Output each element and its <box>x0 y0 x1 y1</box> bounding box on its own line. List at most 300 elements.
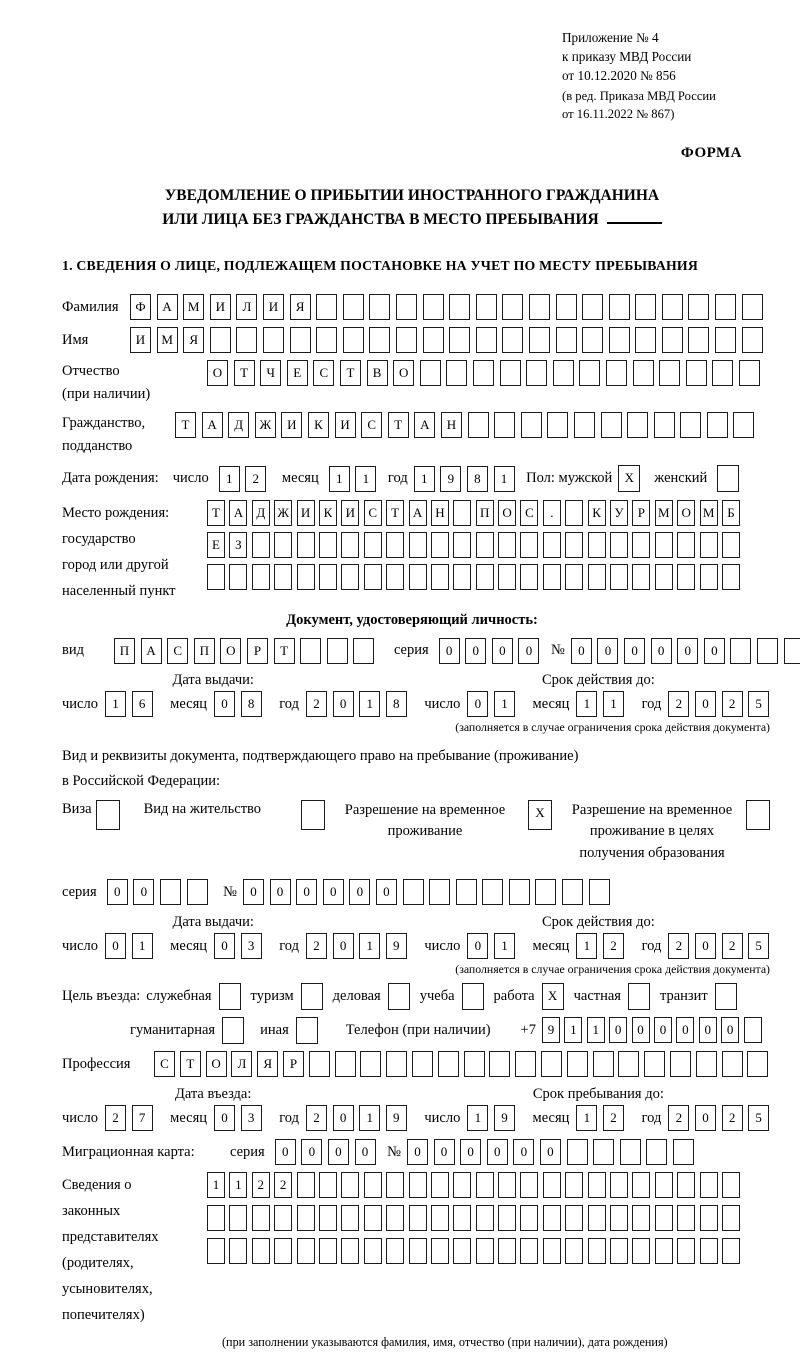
character-cell[interactable]: 1 <box>359 691 380 717</box>
purpose-humanitarian-checkbox[interactable] <box>222 1017 244 1044</box>
character-cell[interactable] <box>567 1139 588 1165</box>
character-cell[interactable] <box>562 879 583 905</box>
character-cell[interactable] <box>722 1172 740 1198</box>
character-cell[interactable] <box>588 532 606 558</box>
character-cell[interactable] <box>609 327 630 353</box>
residence-number-cells[interactable] <box>243 879 615 905</box>
character-cell[interactable]: 3 <box>241 1105 262 1131</box>
character-cell[interactable] <box>673 1139 694 1165</box>
character-cell[interactable] <box>515 1051 536 1077</box>
character-cell[interactable] <box>742 327 763 353</box>
character-cell[interactable]: П <box>476 500 494 526</box>
character-cell[interactable] <box>263 327 284 353</box>
character-cell[interactable] <box>565 1205 583 1231</box>
character-cell[interactable] <box>431 532 449 558</box>
character-cell[interactable] <box>236 327 257 353</box>
character-cell[interactable] <box>565 1172 583 1198</box>
character-cell[interactable]: 1 <box>229 1172 247 1198</box>
character-cell[interactable] <box>632 532 650 558</box>
residence-expiry-year-cells[interactable] <box>668 933 774 959</box>
character-cell[interactable] <box>521 412 542 438</box>
character-cell[interactable]: О <box>677 500 695 526</box>
character-cell[interactable]: С <box>361 412 382 438</box>
character-cell[interactable] <box>529 294 550 320</box>
character-cell[interactable] <box>677 1238 695 1264</box>
character-cell[interactable] <box>588 1205 606 1231</box>
character-cell[interactable] <box>252 532 270 558</box>
character-cell[interactable] <box>482 879 503 905</box>
character-cell[interactable]: С <box>313 360 334 386</box>
character-cell[interactable]: 0 <box>721 1017 739 1043</box>
character-cell[interactable]: Л <box>236 294 257 320</box>
character-cell[interactable]: 2 <box>668 691 689 717</box>
character-cell[interactable]: В <box>367 360 388 386</box>
character-cell[interactable] <box>646 1139 667 1165</box>
citizenship-cells[interactable] <box>175 412 760 438</box>
character-cell[interactable] <box>529 327 550 353</box>
character-cell[interactable] <box>423 327 444 353</box>
doc-series-cells[interactable] <box>439 638 545 664</box>
character-cell[interactable] <box>476 1238 494 1264</box>
character-cell[interactable]: 5 <box>748 1105 769 1131</box>
character-cell[interactable] <box>386 1172 404 1198</box>
character-cell[interactable] <box>449 327 470 353</box>
character-cell[interactable] <box>535 879 556 905</box>
character-cell[interactable]: 1 <box>219 466 240 492</box>
character-cell[interactable]: 9 <box>386 1105 407 1131</box>
character-cell[interactable] <box>582 327 603 353</box>
character-cell[interactable] <box>453 500 471 526</box>
character-cell[interactable]: Е <box>207 532 225 558</box>
character-cell[interactable] <box>700 1172 718 1198</box>
character-cell[interactable] <box>526 360 547 386</box>
character-cell[interactable] <box>360 1051 381 1077</box>
character-cell[interactable]: Т <box>234 360 255 386</box>
stay-month-cells[interactable] <box>576 1105 629 1131</box>
character-cell[interactable] <box>715 983 737 1010</box>
character-cell[interactable] <box>453 564 471 590</box>
character-cell[interactable] <box>688 294 709 320</box>
character-cell[interactable] <box>274 532 292 558</box>
character-cell[interactable] <box>498 1172 516 1198</box>
character-cell[interactable]: 0 <box>632 1017 650 1043</box>
character-cell[interactable]: А <box>409 500 427 526</box>
character-cell[interactable]: 0 <box>439 638 460 664</box>
character-cell[interactable] <box>628 983 650 1010</box>
character-cell[interactable]: 0 <box>654 1017 672 1043</box>
surname-cells[interactable] <box>130 294 768 320</box>
character-cell[interactable] <box>543 1238 561 1264</box>
stay-year-cells[interactable] <box>668 1105 774 1131</box>
character-cell[interactable] <box>297 1205 315 1231</box>
character-cell[interactable]: 1 <box>132 933 153 959</box>
character-cell[interactable]: 0 <box>328 1139 349 1165</box>
character-cell[interactable]: 1 <box>494 466 515 492</box>
character-cell[interactable] <box>593 1051 614 1077</box>
character-cell[interactable]: 8 <box>467 466 488 492</box>
character-cell[interactable]: К <box>319 500 337 526</box>
character-cell[interactable] <box>462 983 484 1010</box>
character-cell[interactable] <box>742 294 763 320</box>
character-cell[interactable] <box>498 532 516 558</box>
character-cell[interactable] <box>464 1051 485 1077</box>
temp-permit-checkbox[interactable] <box>528 800 552 830</box>
character-cell[interactable]: Д <box>252 500 270 526</box>
birth-place-row1-cells[interactable] <box>207 500 744 526</box>
character-cell[interactable] <box>187 879 208 905</box>
character-cell[interactable]: 2 <box>603 1105 624 1131</box>
character-cell[interactable] <box>396 294 417 320</box>
character-cell[interactable]: О <box>393 360 414 386</box>
character-cell[interactable]: 2 <box>274 1172 292 1198</box>
character-cell[interactable]: 2 <box>668 933 689 959</box>
birth-month-cells[interactable] <box>329 466 382 492</box>
guardians-row1-cells[interactable] <box>207 1172 744 1198</box>
character-cell[interactable] <box>700 532 718 558</box>
character-cell[interactable]: 6 <box>132 691 153 717</box>
character-cell[interactable] <box>341 532 359 558</box>
character-cell[interactable] <box>500 360 521 386</box>
character-cell[interactable] <box>722 1205 740 1231</box>
character-cell[interactable] <box>327 638 348 664</box>
purpose-official-checkbox[interactable] <box>219 983 241 1010</box>
character-cell[interactable]: Ж <box>255 412 276 438</box>
character-cell[interactable]: Е <box>287 360 308 386</box>
character-cell[interactable] <box>746 800 770 830</box>
character-cell[interactable] <box>715 294 736 320</box>
character-cell[interactable]: 0 <box>214 933 235 959</box>
purpose-commercial-checkbox[interactable] <box>388 983 410 1010</box>
character-cell[interactable]: 0 <box>518 638 539 664</box>
character-cell[interactable] <box>438 1051 459 1077</box>
character-cell[interactable]: 0 <box>695 933 716 959</box>
character-cell[interactable]: А <box>141 638 162 664</box>
character-cell[interactable] <box>589 879 610 905</box>
character-cell[interactable] <box>498 564 516 590</box>
character-cell[interactable] <box>543 1205 561 1231</box>
character-cell[interactable] <box>700 1205 718 1231</box>
residence-series-cells[interactable] <box>107 879 213 905</box>
character-cell[interactable] <box>96 800 120 830</box>
character-cell[interactable]: 0 <box>107 879 128 905</box>
character-cell[interactable] <box>520 564 538 590</box>
character-cell[interactable]: . <box>543 500 561 526</box>
character-cell[interactable]: Т <box>175 412 196 438</box>
character-cell[interactable]: 0 <box>105 933 126 959</box>
character-cell[interactable]: 1 <box>494 933 515 959</box>
character-cell[interactable] <box>686 360 707 386</box>
character-cell[interactable] <box>219 983 241 1010</box>
character-cell[interactable] <box>610 1238 628 1264</box>
character-cell[interactable]: 1 <box>564 1017 582 1043</box>
character-cell[interactable]: Р <box>247 638 268 664</box>
character-cell[interactable]: А <box>229 500 247 526</box>
character-cell[interactable] <box>670 1051 691 1077</box>
character-cell[interactable]: 2 <box>105 1105 126 1131</box>
guardians-row3-cells[interactable] <box>207 1238 744 1264</box>
character-cell[interactable]: X <box>618 465 640 492</box>
character-cell[interactable] <box>476 294 497 320</box>
character-cell[interactable]: Т <box>386 500 404 526</box>
character-cell[interactable]: А <box>202 412 223 438</box>
character-cell[interactable]: 8 <box>386 691 407 717</box>
character-cell[interactable] <box>722 532 740 558</box>
character-cell[interactable] <box>446 360 467 386</box>
character-cell[interactable]: 0 <box>492 638 513 664</box>
phone-cells[interactable] <box>542 1017 766 1043</box>
character-cell[interactable]: И <box>341 500 359 526</box>
character-cell[interactable] <box>386 564 404 590</box>
identity-issue-year-cells[interactable] <box>306 691 412 717</box>
identity-issue-month-cells[interactable] <box>214 691 267 717</box>
character-cell[interactable]: 0 <box>376 879 397 905</box>
character-cell[interactable] <box>229 1205 247 1231</box>
character-cell[interactable]: 0 <box>699 1017 717 1043</box>
character-cell[interactable] <box>409 1172 427 1198</box>
character-cell[interactable]: 8 <box>241 691 262 717</box>
character-cell[interactable] <box>632 1205 650 1231</box>
character-cell[interactable]: О <box>498 500 516 526</box>
character-cell[interactable] <box>319 1238 337 1264</box>
identity-expiry-year-cells[interactable] <box>668 691 774 717</box>
character-cell[interactable] <box>335 1051 356 1077</box>
character-cell[interactable] <box>476 327 497 353</box>
character-cell[interactable] <box>588 1238 606 1264</box>
character-cell[interactable]: 1 <box>576 933 597 959</box>
character-cell[interactable] <box>547 412 568 438</box>
character-cell[interactable] <box>274 1238 292 1264</box>
character-cell[interactable] <box>579 360 600 386</box>
character-cell[interactable]: 0 <box>214 691 235 717</box>
character-cell[interactable] <box>409 1238 427 1264</box>
character-cell[interactable] <box>635 294 656 320</box>
character-cell[interactable] <box>601 412 622 438</box>
character-cell[interactable] <box>565 500 583 526</box>
character-cell[interactable] <box>747 1051 768 1077</box>
character-cell[interactable]: 5 <box>748 933 769 959</box>
character-cell[interactable] <box>343 294 364 320</box>
character-cell[interactable]: 2 <box>722 1105 743 1131</box>
profession-cells[interactable] <box>154 1051 773 1077</box>
character-cell[interactable]: 0 <box>333 1105 354 1131</box>
character-cell[interactable]: 1 <box>207 1172 225 1198</box>
character-cell[interactable]: 1 <box>587 1017 605 1043</box>
character-cell[interactable] <box>744 1017 762 1043</box>
entry-year-cells[interactable] <box>306 1105 412 1131</box>
purpose-work-checkbox[interactable] <box>542 983 564 1010</box>
character-cell[interactable] <box>341 1172 359 1198</box>
doc-number-cells[interactable] <box>571 638 800 664</box>
character-cell[interactable]: П <box>194 638 215 664</box>
character-cell[interactable] <box>582 294 603 320</box>
character-cell[interactable] <box>655 1238 673 1264</box>
character-cell[interactable]: И <box>210 294 231 320</box>
character-cell[interactable] <box>677 1205 695 1231</box>
character-cell[interactable]: 0 <box>323 879 344 905</box>
character-cell[interactable] <box>543 564 561 590</box>
character-cell[interactable] <box>316 294 337 320</box>
birth-year-cells[interactable] <box>414 466 520 492</box>
character-cell[interactable] <box>610 532 628 558</box>
character-cell[interactable] <box>677 564 695 590</box>
character-cell[interactable]: М <box>183 294 204 320</box>
character-cell[interactable] <box>635 327 656 353</box>
character-cell[interactable]: 2 <box>603 933 624 959</box>
character-cell[interactable]: 9 <box>440 466 461 492</box>
birth-day-cells[interactable] <box>219 466 272 492</box>
character-cell[interactable]: 0 <box>270 879 291 905</box>
character-cell[interactable] <box>476 532 494 558</box>
purpose-transit-checkbox[interactable] <box>715 983 737 1010</box>
character-cell[interactable]: 0 <box>296 879 317 905</box>
character-cell[interactable]: 0 <box>355 1139 376 1165</box>
character-cell[interactable]: Т <box>388 412 409 438</box>
character-cell[interactable] <box>610 1205 628 1231</box>
character-cell[interactable] <box>717 465 739 492</box>
character-cell[interactable] <box>722 564 740 590</box>
character-cell[interactable] <box>627 412 648 438</box>
character-cell[interactable] <box>618 1051 639 1077</box>
character-cell[interactable]: М <box>655 500 673 526</box>
character-cell[interactable]: 0 <box>695 691 716 717</box>
character-cell[interactable]: Ч <box>260 360 281 386</box>
character-cell[interactable]: 0 <box>597 638 618 664</box>
character-cell[interactable]: 2 <box>252 1172 270 1198</box>
character-cell[interactable] <box>252 1238 270 1264</box>
character-cell[interactable] <box>722 1051 743 1077</box>
residence-issue-month-cells[interactable] <box>214 933 267 959</box>
character-cell[interactable]: 0 <box>695 1105 716 1131</box>
character-cell[interactable] <box>429 879 450 905</box>
character-cell[interactable]: К <box>588 500 606 526</box>
character-cell[interactable] <box>409 532 427 558</box>
character-cell[interactable] <box>431 1205 449 1231</box>
visa-checkbox[interactable] <box>96 800 120 830</box>
character-cell[interactable] <box>449 294 470 320</box>
character-cell[interactable]: 0 <box>349 879 370 905</box>
character-cell[interactable] <box>494 412 515 438</box>
character-cell[interactable] <box>606 360 627 386</box>
character-cell[interactable]: Н <box>441 412 462 438</box>
stay-day-cells[interactable] <box>467 1105 520 1131</box>
character-cell[interactable]: 0 <box>467 933 488 959</box>
character-cell[interactable]: Т <box>340 360 361 386</box>
character-cell[interactable] <box>396 327 417 353</box>
character-cell[interactable] <box>489 1051 510 1077</box>
character-cell[interactable]: 2 <box>722 691 743 717</box>
character-cell[interactable] <box>520 1172 538 1198</box>
character-cell[interactable]: 0 <box>301 1139 322 1165</box>
character-cell[interactable]: У <box>610 500 628 526</box>
character-cell[interactable]: Т <box>180 1051 201 1077</box>
character-cell[interactable] <box>541 1051 562 1077</box>
character-cell[interactable] <box>423 294 444 320</box>
character-cell[interactable] <box>543 532 561 558</box>
character-cell[interactable] <box>297 1238 315 1264</box>
character-cell[interactable] <box>509 879 530 905</box>
identity-issue-day-cells[interactable] <box>105 691 158 717</box>
character-cell[interactable]: М <box>700 500 718 526</box>
character-cell[interactable] <box>588 564 606 590</box>
character-cell[interactable]: С <box>364 500 382 526</box>
character-cell[interactable] <box>386 532 404 558</box>
character-cell[interactable] <box>610 1172 628 1198</box>
character-cell[interactable] <box>655 564 673 590</box>
sex-female-checkbox[interactable] <box>717 465 739 492</box>
character-cell[interactable]: 0 <box>487 1139 508 1165</box>
character-cell[interactable]: 0 <box>133 879 154 905</box>
character-cell[interactable] <box>677 1172 695 1198</box>
character-cell[interactable] <box>520 532 538 558</box>
patronymic-cells[interactable] <box>207 360 765 386</box>
character-cell[interactable] <box>556 294 577 320</box>
character-cell[interactable]: Д <box>228 412 249 438</box>
character-cell[interactable]: А <box>157 294 178 320</box>
character-cell[interactable] <box>593 1139 614 1165</box>
character-cell[interactable] <box>453 1172 471 1198</box>
character-cell[interactable]: О <box>206 1051 227 1077</box>
character-cell[interactable] <box>296 1017 318 1044</box>
character-cell[interactable] <box>662 327 683 353</box>
character-cell[interactable]: 0 <box>214 1105 235 1131</box>
character-cell[interactable]: 2 <box>306 1105 327 1131</box>
character-cell[interactable] <box>700 1238 718 1264</box>
character-cell[interactable]: И <box>297 500 315 526</box>
character-cell[interactable] <box>620 1139 641 1165</box>
character-cell[interactable]: 0 <box>275 1139 296 1165</box>
purpose-study-checkbox[interactable] <box>462 983 484 1010</box>
firstname-cells[interactable] <box>130 327 768 353</box>
character-cell[interactable]: 1 <box>494 691 515 717</box>
character-cell[interactable] <box>662 294 683 320</box>
identity-expiry-month-cells[interactable] <box>576 691 629 717</box>
character-cell[interactable]: 1 <box>576 691 597 717</box>
character-cell[interactable] <box>364 564 382 590</box>
character-cell[interactable] <box>632 1172 650 1198</box>
character-cell[interactable] <box>252 564 270 590</box>
character-cell[interactable]: 2 <box>306 933 327 959</box>
character-cell[interactable] <box>341 564 359 590</box>
character-cell[interactable] <box>556 327 577 353</box>
character-cell[interactable]: О <box>207 360 228 386</box>
character-cell[interactable]: 0 <box>609 1017 627 1043</box>
character-cell[interactable] <box>210 327 231 353</box>
character-cell[interactable] <box>712 360 733 386</box>
character-cell[interactable] <box>297 1172 315 1198</box>
character-cell[interactable] <box>543 1172 561 1198</box>
character-cell[interactable]: 0 <box>467 691 488 717</box>
character-cell[interactable] <box>309 1051 330 1077</box>
character-cell[interactable] <box>409 564 427 590</box>
character-cell[interactable]: Я <box>257 1051 278 1077</box>
character-cell[interactable] <box>655 1172 673 1198</box>
guardians-row2-cells[interactable] <box>207 1205 744 1231</box>
character-cell[interactable] <box>364 1205 382 1231</box>
character-cell[interactable] <box>274 1205 292 1231</box>
character-cell[interactable] <box>473 360 494 386</box>
character-cell[interactable] <box>476 1205 494 1231</box>
character-cell[interactable] <box>655 1205 673 1231</box>
character-cell[interactable] <box>700 564 718 590</box>
character-cell[interactable] <box>633 360 654 386</box>
residence-expiry-month-cells[interactable] <box>576 933 629 959</box>
character-cell[interactable] <box>680 412 701 438</box>
doc-type-cells[interactable] <box>114 638 380 664</box>
character-cell[interactable]: X <box>528 800 552 830</box>
character-cell[interactable] <box>274 564 292 590</box>
character-cell[interactable] <box>386 1051 407 1077</box>
character-cell[interactable] <box>565 1238 583 1264</box>
